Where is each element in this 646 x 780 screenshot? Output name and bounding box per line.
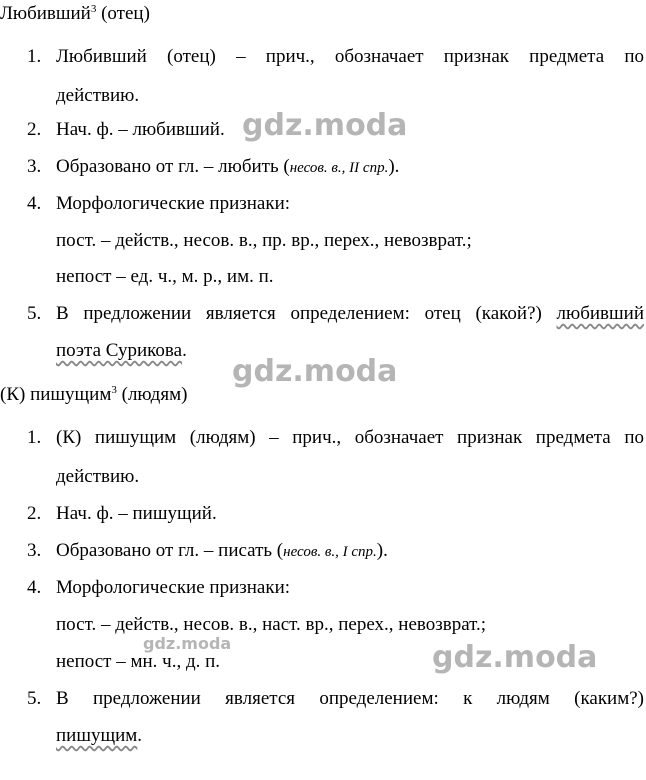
s1-item-5-post2: .	[182, 340, 187, 361]
s1-item-5-line1	[56, 302, 644, 326]
section2-heading-rest: (людям)	[116, 384, 188, 405]
watermark-1: gdz.moda	[242, 108, 408, 143]
s1-item-5-pre: В предложении является определением: отец (какой?)	[56, 303, 557, 324]
s1-item-3-pre: Образовано от гл. – любить (	[56, 156, 290, 177]
s2-item-4-num: 4.	[27, 577, 42, 598]
s2-item-5-wavy2: пишущим	[56, 725, 138, 746]
section1-heading	[0, 2, 150, 26]
section2-heading-word: (К) пишущим	[0, 384, 112, 405]
s1-item-5-wavy2: поэта Сурикова	[56, 340, 183, 361]
s1-item-1-line1: Любивший (отец) – прич., обозначает признак предмета по	[56, 46, 644, 67]
s2-item-3-pre: Образовано от гл. – писать (	[56, 540, 284, 561]
s1-item-3-post: ).	[388, 156, 400, 177]
section1-heading-word: Любивший	[0, 3, 91, 24]
s1-item-5-wavy1: любивший	[556, 303, 644, 324]
s1-item-5-num: 5.	[27, 303, 42, 324]
s2-item-3-num: 3.	[27, 540, 42, 561]
section2-heading-sup: 3	[111, 384, 117, 396]
watermark-3: gdz.moda	[143, 634, 232, 653]
s2-item-5-num: 5.	[27, 688, 42, 709]
s1-item-3-ital: несов. в., II спр.	[289, 160, 389, 176]
s2-item-5-post2: .	[137, 725, 143, 746]
section1-heading-rest: (отец)	[96, 3, 150, 24]
watermark-4: gdz.moda	[432, 640, 598, 675]
s1-item-3-num: 3.	[27, 156, 42, 177]
s2-item-3-post: ).	[376, 540, 388, 561]
s1-item-2-num: 2.	[27, 119, 42, 140]
s2-item-1-line1: (К) пишущим (людям) – прич., обозначает признак предмета по	[56, 427, 644, 448]
s1-item-4-num: 4.	[27, 193, 42, 214]
section2-heading	[0, 383, 187, 407]
watermark-2: gdz.moda	[232, 354, 398, 389]
s2-item-3-ital: несов. в., I спр.	[283, 544, 377, 560]
s2-item-2-num: 2.	[27, 503, 42, 524]
section1-heading-sup: 3	[90, 3, 97, 15]
s2-item-1-num: 1.	[27, 427, 42, 448]
s1-item-1-num: 1.	[27, 46, 42, 67]
s2-item-5-line1: В предложении является определением: к людям (каким?)	[56, 688, 644, 709]
